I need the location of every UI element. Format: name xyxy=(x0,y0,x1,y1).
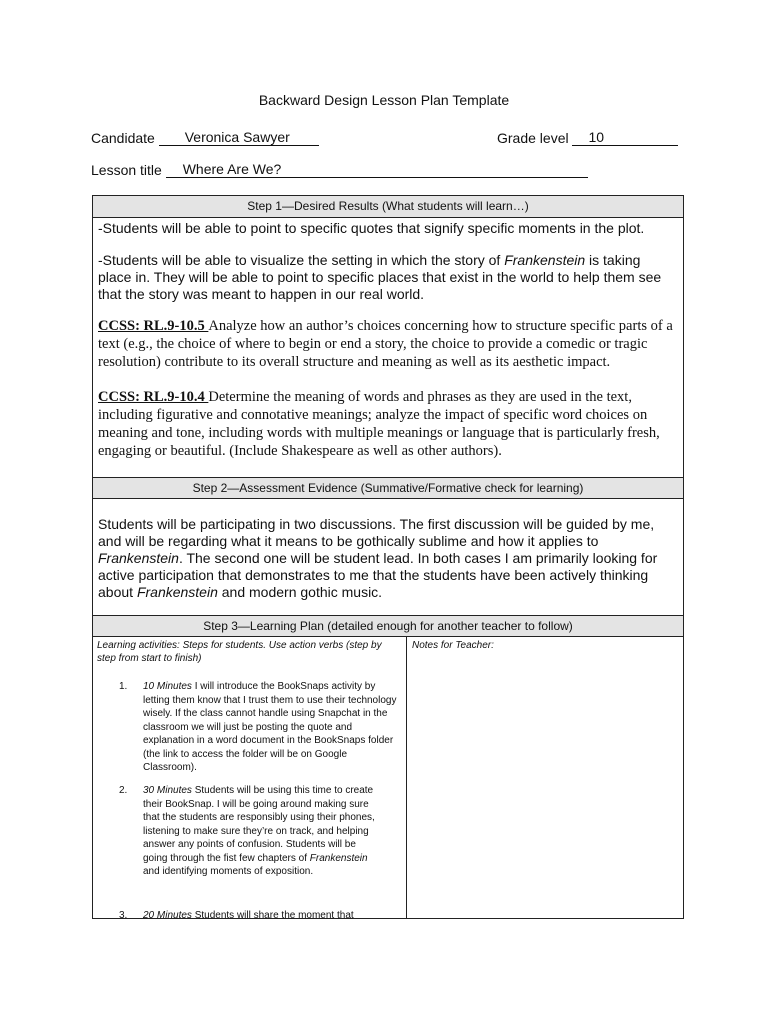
activity-3 xyxy=(93,909,406,925)
activity-number: 2. xyxy=(119,785,128,796)
grade-value: 10 xyxy=(572,129,678,146)
standard-code: CCSS: RL.9-10.4 xyxy=(98,389,209,405)
standard-code: CCSS: RL.9-10.5 xyxy=(98,318,209,334)
grade-field xyxy=(497,129,678,146)
step2-content xyxy=(93,499,683,601)
page-title: Backward Design Lesson Plan Template xyxy=(258,92,510,108)
candidate-label: Candidate xyxy=(91,130,155,146)
learning-activities-header: Learning activities: Steps for students. Use action verbs (step by step from start to finish) xyxy=(97,640,382,664)
step2-heading: Step 2—Assessment Evidence (Summative/Formative check for learning) xyxy=(93,477,683,499)
grade-label: Grade level xyxy=(497,130,569,146)
objective-1: -Students will be able to point to specific quotes that signify specific moments in the plot. xyxy=(98,220,645,236)
lesson-title-field xyxy=(91,161,588,178)
lesson-title-value: Where Are We? xyxy=(166,161,588,178)
activity-2 xyxy=(93,784,406,894)
lesson-plan-table xyxy=(92,195,684,919)
objective-2: -Students will be able to visualize the setting in which the story of Frankenstein is taking place in. They will be able to point to specific places that exist in the world to help them see that the story was meant to happen in our real world. xyxy=(98,252,662,302)
activity-text: 20 Minutes Students will share the moment that xyxy=(143,910,354,921)
standard-rl-9-10-4: CCSS: RL.9-10.4 Determine the meaning of words and phrases as they are used in the text, including figurative and connotative meanings; analyze the impact of specific word choices on meaning and tone, including words with multiple meanings or language that is particularly fresh, engaging or beautiful. (Include Shakespeare as well as other authors). xyxy=(98,389,660,459)
teacher-notes-header: Notes for Teacher: xyxy=(412,640,494,651)
learning-activities-column xyxy=(93,637,407,921)
step1-heading: Step 1—Desired Results (What students will learn…) xyxy=(93,196,683,218)
step1-content xyxy=(93,218,683,460)
activity-1 xyxy=(93,680,406,773)
activity-text: 30 Minutes Students will be using this time to create their BookSnap. I will be going around making sure that the students are responsibly using their phones, listening to make sure they’re on track, and helping answer any points of confusion. Students will be going through the fist few chapters of Frankenstein and identifying moments of exposition. xyxy=(143,785,375,877)
activity-number: 1. xyxy=(119,681,128,692)
candidate-field xyxy=(91,129,319,146)
candidate-value: Veronica Sawyer xyxy=(159,129,319,146)
teacher-notes-column xyxy=(407,637,683,918)
activity-text: 10 Minutes I will introduce the BookSnaps activity by letting them know that I trust them to use their technology wisely. If the class cannot handle using Snapchat in the classroom we will just be posting the quote and explanation in a word document in the BookSnaps folder (the link to access the folder will be on Google Classroom). xyxy=(143,681,397,773)
lesson-title-label: Lesson title xyxy=(91,162,162,178)
step3-heading: Step 3—Learning Plan (detailed enough for another teacher to follow) xyxy=(93,615,683,637)
standard-rl-9-10-5: CCSS: RL.9-10.5 Analyze how an author’s choices concerning how to structure specific parts of a text (e.g., the choice of where to begin or end a story, the choice to provide a comedic or tragic resolution) contribute to its overall structure and meaning as well as its aesthetic impact. xyxy=(98,318,673,370)
activity-number: 3. xyxy=(119,910,128,921)
assessment-text: Students will be participating in two discussions. The first discussion will be guided by me, and will be regarding what it means to be gothically sublime and how it applies to Frankenstein. The second one will be student lead. In both cases I am primarily looking for active participation that demonstrates to me that the students have been actively thinking about Frankenstein and modern gothic music. xyxy=(98,516,658,600)
